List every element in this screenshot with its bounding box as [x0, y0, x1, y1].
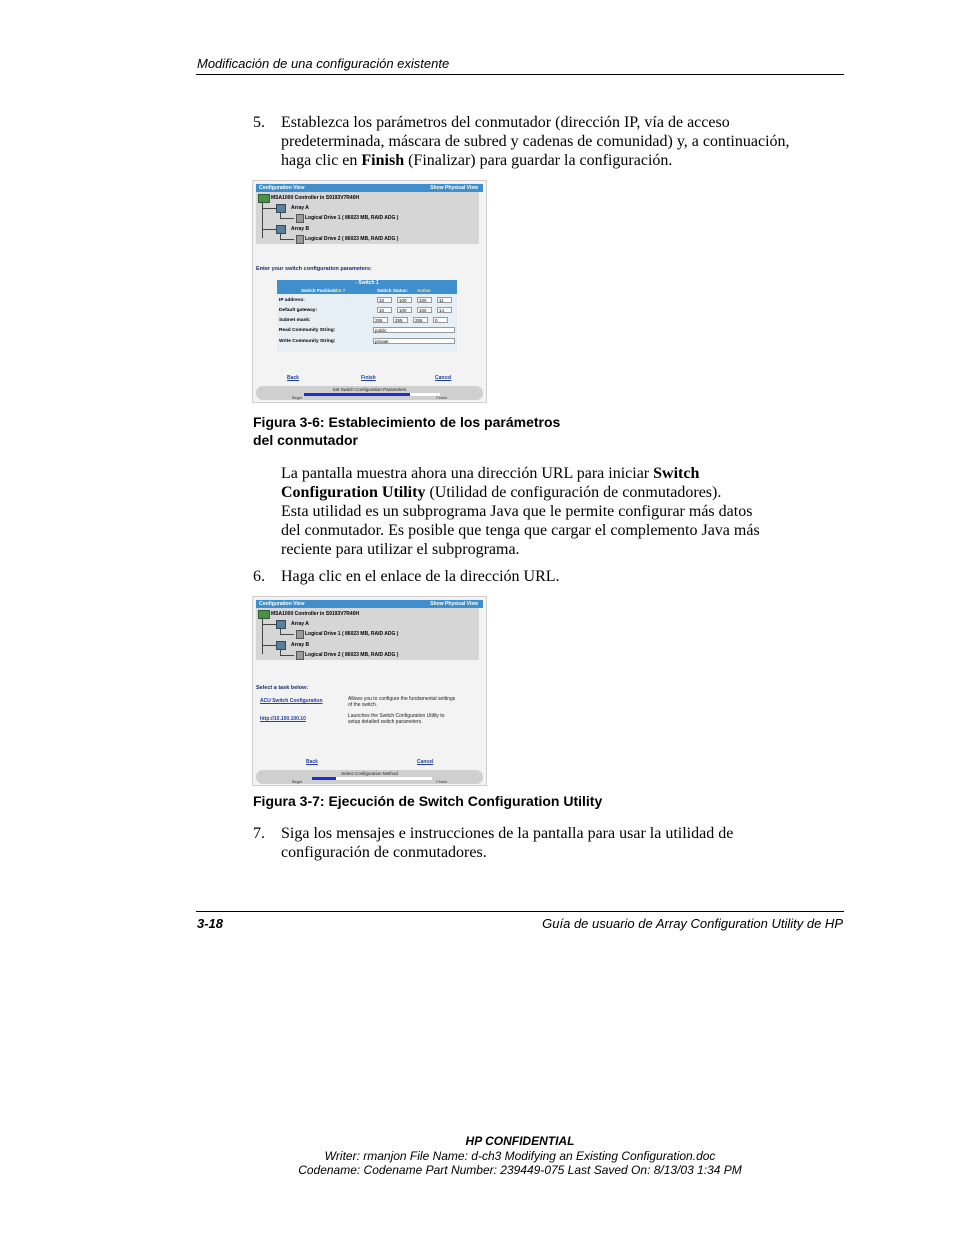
task-prompt: Select a task below: — [256, 685, 309, 691]
show-physical-view-link[interactable]: Show Physical View — [430, 185, 478, 191]
figure-3-7-screenshot — [252, 596, 487, 786]
configuration-view-bar — [256, 184, 483, 192]
wizard-progress — [256, 386, 483, 400]
form-prompt: Enter your switch configuration parameters: — [256, 266, 372, 272]
progress-fill — [304, 393, 410, 396]
step-line — [281, 151, 841, 170]
configuration-view-bar — [256, 600, 483, 608]
progress-label: Set Switch Configuration Parameters — [332, 387, 407, 392]
cancel-link[interactable]: Cancel — [417, 759, 434, 765]
controller-icon — [258, 194, 270, 203]
configuration-tree — [256, 608, 479, 660]
step-line: Establezca los parámetros del conmutador (dirección IP, vía de acceso — [281, 114, 730, 131]
task2-description — [348, 713, 444, 725]
confidential-label: HP CONFIDENTIAL — [465, 1134, 575, 1148]
step-text: haga clic en — [281, 152, 362, 169]
header-rule — [196, 74, 844, 75]
bar-title: Configuration View — [259, 601, 305, 607]
array-icon — [276, 225, 286, 234]
progress-finish-label: Finish — [436, 779, 447, 784]
switch-form-status-row — [277, 287, 457, 294]
progress-track — [312, 777, 432, 780]
paragraph-text: (Utilidad de configuración de conmutadores). — [425, 484, 722, 501]
step-number: 5. — [253, 114, 265, 131]
logical-drive-1-node[interactable]: Logical Drive 1 ( 86023 MB, RAID ADG ) — [305, 215, 399, 221]
tree-line — [280, 634, 294, 635]
description-line: of the switch. — [348, 702, 378, 708]
body-paragraph — [281, 464, 841, 559]
writer-info: Writer: rmanjon File Name: d-ch3 Modifying an Existing Configuration.doc — [324, 1149, 716, 1163]
ip-octet-field[interactable]: 100 — [397, 297, 412, 303]
progress-track — [304, 393, 440, 396]
finish-link[interactable]: Finish — [361, 375, 376, 381]
description-line: Launches the Switch Configuration Utility to — [348, 713, 445, 719]
paragraph-line: del conmutador. Es posible que tenga que cargar el complemento Java más — [281, 522, 760, 539]
paragraph-line: reciente para utilizar el subprograma. — [281, 541, 520, 558]
logical-drive-1-node[interactable]: Logical Drive 1 ( 86023 MB, RAID ADG ) — [305, 631, 399, 637]
array-b-node[interactable]: Array B — [291, 226, 310, 232]
bar-title: Configuration View — [259, 185, 305, 191]
configuration-tree — [256, 192, 479, 244]
logical-drive-icon — [296, 651, 304, 660]
switch-form-title: - Switch 1 — [277, 280, 457, 287]
write-community-row — [279, 337, 455, 346]
ip-octet-field[interactable]: 10 — [377, 297, 392, 303]
switch-position-label: Switch Position: — [301, 288, 337, 293]
footer-rule — [196, 911, 844, 912]
tree-line — [280, 218, 294, 219]
step-line: Haga clic en el enlace de la dirección URL. — [281, 568, 560, 585]
logical-drive-icon — [296, 214, 304, 223]
gateway-octet-field[interactable]: 100 — [417, 307, 432, 313]
gateway-octet-field[interactable]: 14 — [437, 307, 452, 313]
figure-3-6-screenshot — [252, 180, 487, 403]
acu-switch-configuration-link[interactable]: ACU Switch Configuration — [260, 698, 323, 704]
progress-begin-label: Begin — [292, 779, 303, 784]
switch-utility-url-link[interactable]: http://10.100.100.10 — [260, 716, 306, 722]
tree-line — [280, 655, 294, 656]
switch-status-value: Active — [417, 288, 431, 293]
array-b-node[interactable]: Array B — [291, 642, 310, 648]
paragraph-line — [281, 483, 841, 502]
step-number: 6. — [253, 568, 265, 585]
array-icon — [276, 620, 286, 629]
tree-line — [280, 239, 294, 240]
logical-drive-icon — [296, 235, 304, 244]
tree-line — [262, 208, 276, 209]
step-number: 7. — [253, 825, 265, 842]
progress-begin-label: Begin — [292, 395, 303, 400]
default-gateway-row — [279, 306, 455, 315]
write-community-field[interactable]: private — [373, 338, 455, 344]
logical-drive-2-node[interactable]: Logical Drive 2 ( 86023 MB, RAID ADG ) — [305, 652, 399, 658]
logical-drive-2-node[interactable]: Logical Drive 2 ( 86023 MB, RAID ADG ) — [305, 236, 399, 242]
wizard-progress — [256, 770, 483, 784]
array-icon — [276, 641, 286, 650]
progress-finish-label: Finish — [436, 395, 447, 400]
step-line: Siga los mensajes e instrucciones de la pantalla para usar la utilidad de — [281, 825, 734, 842]
mask-octet-field[interactable]: 255 — [393, 317, 408, 323]
description-line: Allows you to configure the fundamental settings — [348, 696, 456, 702]
finish-term: Finish — [361, 152, 405, 169]
page-number: 3-18 — [197, 916, 224, 931]
tree-line — [262, 645, 276, 646]
array-a-node[interactable]: Array A — [291, 621, 309, 627]
description-line: setup detailed switch parameters. — [348, 719, 423, 725]
array-icon — [276, 204, 286, 213]
switch-status-label: Switch Status: — [377, 288, 409, 293]
mask-octet-field[interactable]: 255 — [413, 317, 428, 323]
running-header: Modificación de una configuración existente — [197, 56, 450, 71]
mask-octet-field[interactable]: 255 — [373, 317, 388, 323]
ip-address-label: IP address: — [279, 298, 305, 303]
ip-octet-field[interactable]: 100 — [417, 297, 432, 303]
read-community-label: Read Community String: — [279, 328, 336, 333]
ip-octet-field[interactable]: 11 — [437, 297, 452, 303]
gateway-octet-field[interactable]: 10 — [377, 307, 392, 313]
step-text: (Finalizar) para guardar la configuración. — [404, 152, 673, 169]
step-line: predeterminada, máscara de subred y cadenas de comunidad) y, a continuación, — [281, 133, 790, 150]
controller-node[interactable]: MSA1000 Controller in S9193V7R40H — [271, 611, 360, 617]
logical-drive-icon — [296, 630, 304, 639]
cancel-link[interactable]: Cancel — [435, 375, 452, 381]
array-a-node[interactable]: Array A — [291, 205, 309, 211]
guide-title: Guía de usuario de Array Configuration Utility de HP — [542, 916, 843, 931]
controller-icon — [258, 610, 270, 619]
switch-term: Switch — [653, 465, 700, 482]
subnet-mask-row — [279, 316, 455, 325]
paragraph-line — [281, 464, 841, 483]
back-link[interactable]: Back — [306, 759, 318, 765]
show-physical-view-link[interactable]: Show Physical View — [430, 601, 478, 607]
mask-octet-field[interactable]: 0 — [433, 317, 448, 323]
progress-fill — [312, 777, 336, 780]
step-line: configuración de conmutadores. — [281, 844, 487, 861]
progress-label: Select Configuration Method — [341, 771, 398, 776]
ip-address-row — [279, 296, 455, 305]
paragraph-line: Esta utilidad es un subprograma Java que le permite configurar más datos — [281, 503, 753, 520]
tree-line — [262, 624, 276, 625]
task1-description — [348, 696, 455, 708]
controller-node[interactable]: MSA1000 Controller in S9193V7R40H — [271, 195, 360, 201]
configuration-utility-term: Configuration Utility — [281, 484, 426, 501]
figure-3-6-caption — [253, 413, 560, 449]
figure-3-7-caption: Figura 3-7: Ejecución de Switch Configuration Utility — [253, 793, 603, 809]
switch-form — [277, 280, 457, 352]
tree-line — [262, 229, 276, 230]
subnet-mask-label: Subnet mask: — [279, 318, 311, 323]
caption-line: del conmutador — [253, 432, 359, 448]
gateway-octet-field[interactable]: 100 — [397, 307, 412, 313]
back-link[interactable]: Back — [287, 375, 299, 381]
caption-line: Figura 3-6: Establecimiento de los parámetros — [253, 414, 561, 430]
paragraph-text: La pantalla muestra ahora una dirección URL para iniciar — [281, 465, 654, 482]
write-community-label: Write Community String: — [279, 339, 336, 344]
read-community-row — [279, 326, 455, 335]
default-gateway-label: Default gateway: — [279, 308, 318, 313]
switch-position-value: Slot 7 — [333, 288, 346, 293]
codename-info: Codename: Codename Part Number: 239449-075 Last Saved On: 8/13/03 1:34 PM — [298, 1163, 742, 1177]
read-community-field[interactable]: public — [373, 327, 455, 333]
